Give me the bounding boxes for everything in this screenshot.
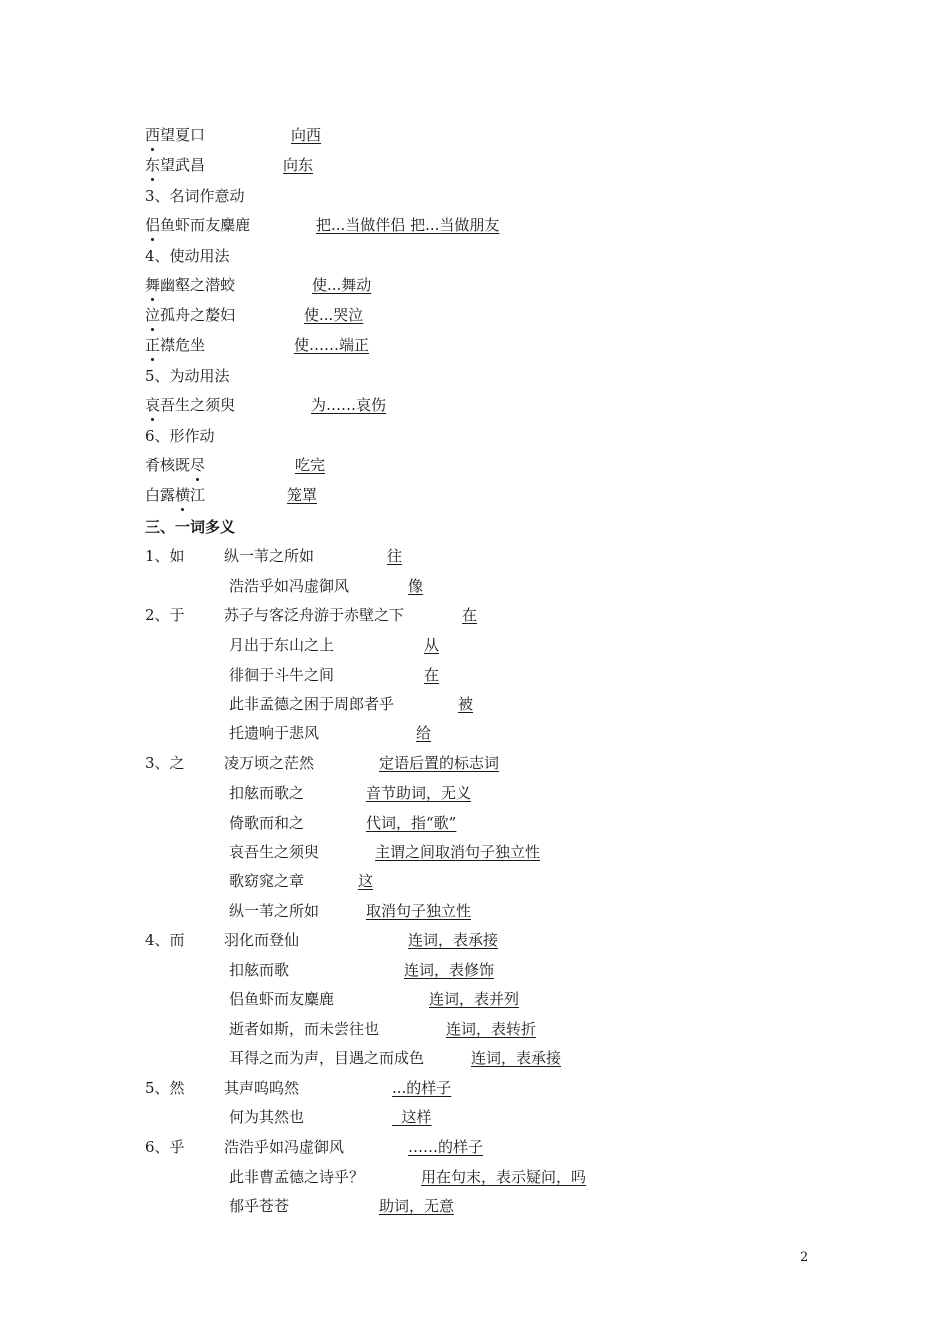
subsection-heading: 6、形作动 — [145, 427, 215, 445]
emphasis-dot: 尽 — [190, 456, 206, 474]
answer-text: 向西 — [291, 126, 322, 144]
example-sentence: 肴核既尽 — [145, 456, 206, 474]
answer-text: 取消句子独立性 — [366, 902, 472, 920]
answer-text: 使...哭泣 — [304, 306, 364, 324]
subsection-heading: 4、使动用法 — [145, 247, 230, 265]
answer-text: 音节助词，无义 — [366, 784, 472, 802]
example-sentence: 苏子与客泛舟游于赤壁之下 — [224, 606, 405, 624]
example-sentence: 舞幽壑之潜蛟 — [145, 276, 236, 294]
example-sentence: 西望夏口 — [145, 126, 206, 144]
example-sentence: 徘徊于斗牛之间 — [229, 666, 335, 684]
word-label: 3、之 — [145, 754, 185, 772]
answer-text: 连词，表承接 — [408, 931, 499, 949]
example-sentence: 耳得之而为声，目遇之而成色 — [229, 1049, 425, 1067]
example-sentence: 哀吾生之须臾 — [145, 396, 236, 414]
answer-text: 在 — [424, 666, 440, 684]
answer-text: 从 — [424, 636, 440, 654]
emphasis-dot: 泣 — [145, 306, 161, 324]
answer-text: 在 — [462, 606, 478, 624]
answer-text: 向东 — [283, 156, 314, 174]
answer-text: ...的样子 — [392, 1079, 452, 1097]
answer-text: 助词，无意 — [379, 1197, 455, 1215]
answer-text: 吃完 — [295, 456, 326, 474]
word-label: 5、然 — [145, 1079, 185, 1097]
section-heading: 三、一词多义 — [145, 518, 236, 536]
emphasis-dot: 东 — [145, 156, 161, 174]
emphasis-dot: 侣 — [145, 216, 161, 234]
example-sentence: 浩浩乎如冯虚御风 — [224, 1138, 345, 1156]
example-sentence: 月出于东山之上 — [229, 636, 335, 654]
answer-text: 把...当做伴侣 把...当做朋友 — [316, 216, 500, 234]
example-sentence: 倚歌而和之 — [229, 814, 305, 832]
answer-text: 代词，指“歌” — [366, 814, 457, 832]
example-sentence: 东望武昌 — [145, 156, 206, 174]
example-sentence: 扣舷而歌 — [229, 961, 290, 979]
example-sentence: 此非曹孟德之诗乎？ — [229, 1168, 365, 1186]
emphasis-dot: 舞 — [145, 276, 161, 294]
answer-text: 用在句末，表示疑问，吗 — [421, 1168, 587, 1186]
word-label: 1、如 — [145, 547, 185, 565]
example-sentence: 郁乎苍苍 — [229, 1197, 290, 1215]
example-sentence: 纵一苇之所如 — [224, 547, 315, 565]
example-sentence: 浩浩乎如冯虚御风 — [229, 577, 350, 595]
emphasis-dot: 西 — [145, 126, 161, 144]
answer-text: 为……哀伤 — [311, 396, 387, 414]
example-sentence: 何为其然也 — [229, 1108, 305, 1126]
answer-text: 连词，表转折 — [446, 1020, 537, 1038]
answer-text: 使...舞动 — [312, 276, 372, 294]
answer-text: 这 — [358, 872, 374, 890]
answer-text: ……的样子 — [408, 1138, 484, 1156]
answer-text: 主谓之间取消句子独立性 — [375, 843, 541, 861]
answer-text: 使……端正 — [294, 336, 370, 354]
example-sentence: 扣舷而歌之 — [229, 784, 305, 802]
answer-text: 连词，表承接 — [471, 1049, 562, 1067]
answer-text: 连词，表并列 — [429, 990, 520, 1008]
answer-text: 笼罩 — [287, 486, 318, 504]
subsection-heading: 3、名词作意动 — [145, 187, 245, 205]
example-sentence: 纵一苇之所如 — [229, 902, 320, 920]
answer-text: 定语后置的标志词 — [379, 754, 500, 772]
subsection-heading: 5、为动用法 — [145, 367, 230, 385]
example-sentence: 侣鱼虾而友麋鹿 — [145, 216, 251, 234]
example-sentence: 泣孤舟之嫠妇 — [145, 306, 236, 324]
example-sentence: 正襟危坐 — [145, 336, 206, 354]
example-sentence: 羽化而登仙 — [224, 931, 300, 949]
answer-text: 往 — [387, 547, 403, 565]
example-sentence: 白露横江 — [145, 486, 206, 504]
emphasis-dot: 哀 — [145, 396, 161, 414]
example-sentence: 其声呜呜然 — [224, 1079, 300, 1097]
example-sentence: 凌万顷之茫然 — [224, 754, 315, 772]
answer-text: 像 — [408, 577, 424, 595]
page-number: 2 — [800, 1250, 809, 1265]
example-sentence: 侣鱼虾而友麋鹿 — [229, 990, 335, 1008]
example-sentence: 托遗响于悲风 — [229, 724, 320, 742]
answer-text: 连词，表修饰 — [404, 961, 495, 979]
answer-text: 被 — [458, 695, 474, 713]
example-sentence: 歌窈窕之章 — [229, 872, 305, 890]
example-sentence: 哀吾生之须臾 — [229, 843, 320, 861]
word-label: 4、而 — [145, 931, 185, 949]
example-sentence: 此非孟德之困于周郎者乎 — [229, 695, 395, 713]
example-sentence: 逝者如斯，而未尝往也 — [229, 1020, 380, 1038]
answer-text: 这样 — [392, 1108, 432, 1126]
answer-text: 给 — [416, 724, 432, 742]
word-label: 6、乎 — [145, 1138, 185, 1156]
emphasis-dot: 正 — [145, 336, 161, 354]
word-label: 2、于 — [145, 606, 185, 624]
emphasis-dot: 横 — [175, 486, 191, 504]
